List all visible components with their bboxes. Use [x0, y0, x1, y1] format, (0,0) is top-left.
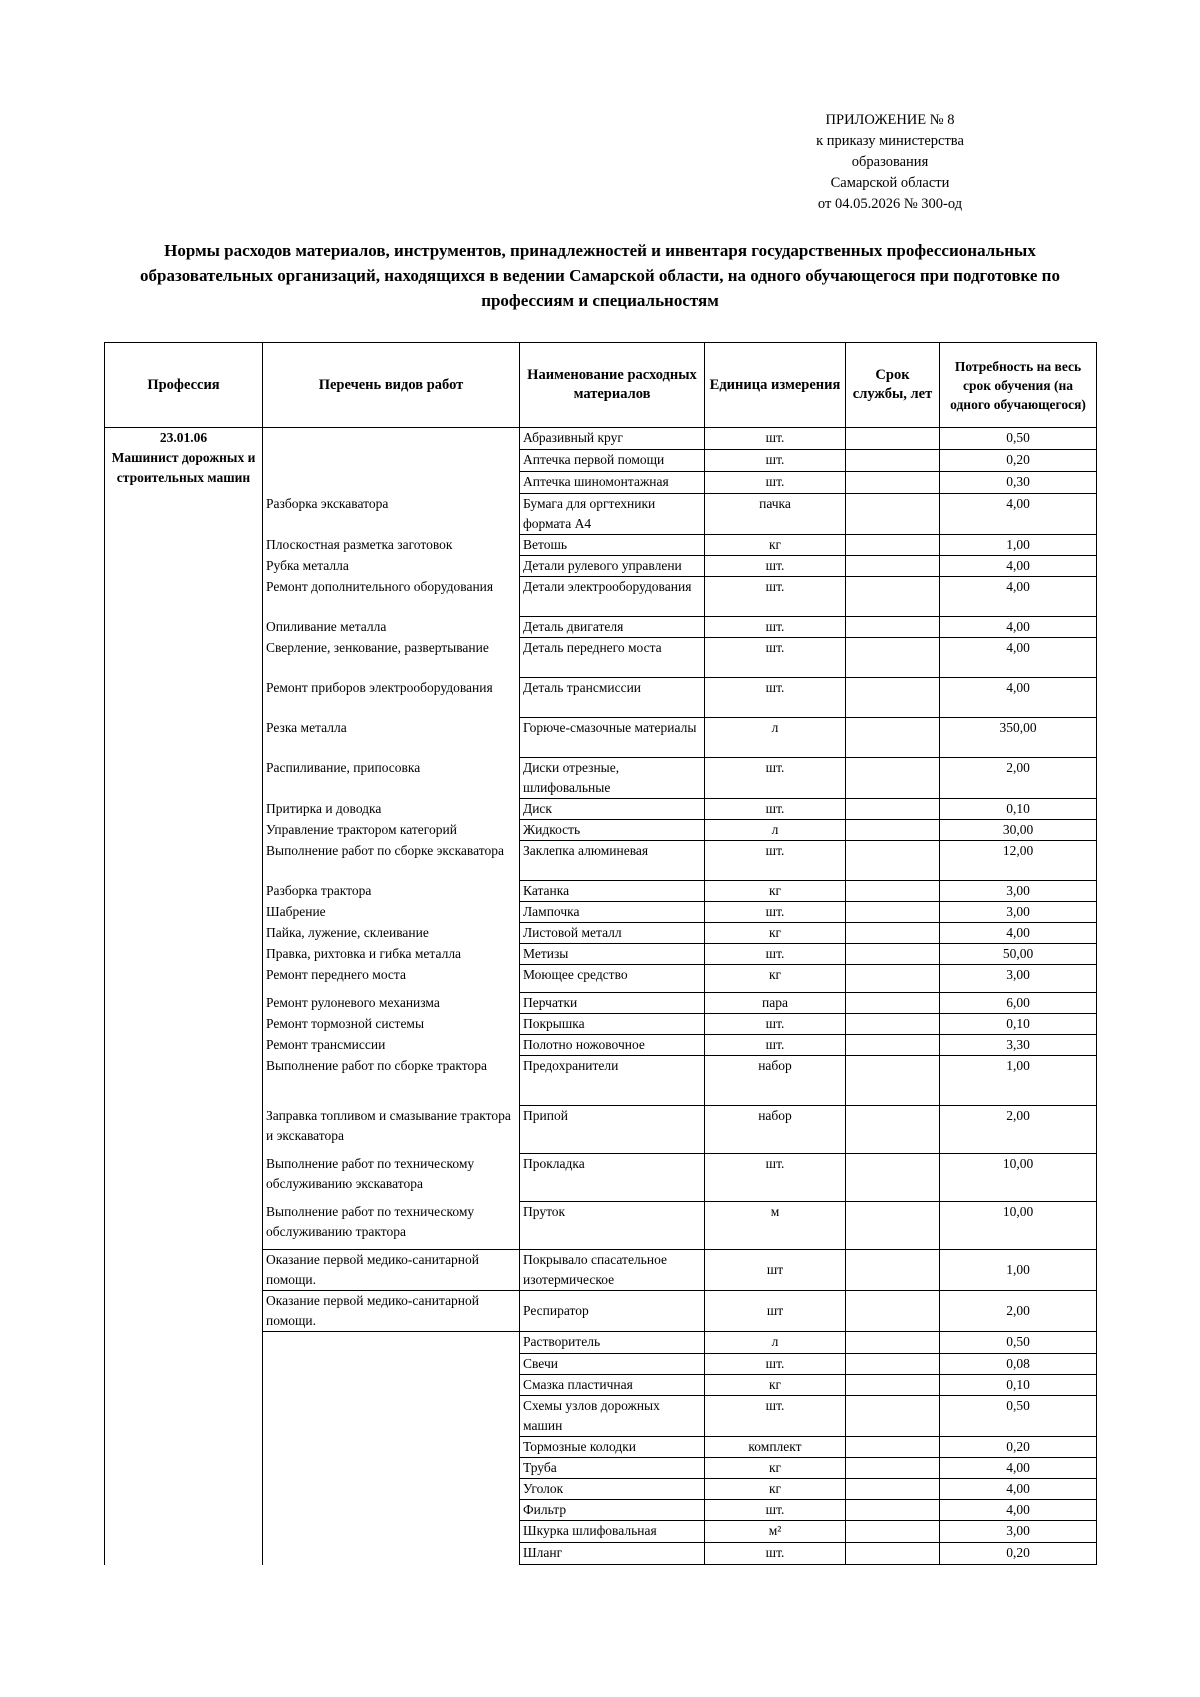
material-cell: Детали рулевого управлени	[520, 556, 705, 577]
service-term-cell	[846, 1250, 940, 1291]
service-term-cell	[846, 799, 940, 820]
need-cell: 12,00	[940, 841, 1097, 881]
work-type-cell: Ремонт переднего моста	[263, 965, 520, 993]
document-title: Нормы расходов материалов, инструментов, принадлежностей и инвентаря государственных профессиональных образовательных организаций, находящихся в ведении Самарской области, на одного обучающегося при подготовке по профессиям и специальностям	[140, 241, 1060, 310]
unit-cell: кг	[705, 881, 846, 902]
service-term-cell	[846, 923, 940, 944]
need-cell: 0,50	[940, 1332, 1097, 1354]
material-cell: Шкурка шлифовальная	[520, 1521, 705, 1543]
unit-cell: шт.	[705, 1543, 846, 1565]
unit-cell: шт.	[705, 841, 846, 881]
work-type-cell: Заправка топливом и смазывание трактора и экскаватора	[263, 1106, 520, 1154]
header-works: Перечень видов работ	[263, 343, 520, 428]
need-cell: 10,00	[940, 1154, 1097, 1202]
service-term-cell	[846, 428, 940, 450]
material-cell: Схемы узлов дорожных машин	[520, 1396, 705, 1437]
material-cell: Покрышка	[520, 1014, 705, 1035]
material-cell: Тормозные колодки	[520, 1437, 705, 1458]
need-cell: 4,00	[940, 1500, 1097, 1521]
need-cell: 3,00	[940, 902, 1097, 923]
unit-cell: шт.	[705, 577, 846, 617]
work-type-cell: Пайка, лужение, склеивание	[263, 923, 520, 944]
work-type-cell: Притирка и доводка	[263, 799, 520, 820]
need-cell: 0,10	[940, 1375, 1097, 1396]
work-type-cell	[263, 1543, 520, 1565]
material-cell: Перчатки	[520, 993, 705, 1014]
header-need: Потребность на весь срок обучения (на одного обучающегося)	[940, 343, 1097, 428]
service-term-cell	[846, 1543, 940, 1565]
unit-cell: шт.	[705, 1014, 846, 1035]
service-term-cell	[846, 556, 940, 577]
material-cell: Фильтр	[520, 1500, 705, 1521]
service-term-cell	[846, 1154, 940, 1202]
work-type-cell: Оказание первой медико-санитарной помощи.	[263, 1291, 520, 1332]
need-cell: 0,20	[940, 450, 1097, 472]
unit-cell: шт.	[705, 450, 846, 472]
work-type-cell: Ремонт приборов электрооборудования	[263, 678, 520, 718]
material-cell: Шланг	[520, 1543, 705, 1565]
material-cell: Уголок	[520, 1479, 705, 1500]
header-material: Наименование расходных материалов	[520, 343, 705, 428]
unit-cell: шт.	[705, 556, 846, 577]
unit-cell: кг	[705, 1479, 846, 1500]
work-type-cell: Ремонт тормозной системы	[263, 1014, 520, 1035]
unit-cell: кг	[705, 535, 846, 556]
work-type-cell	[263, 1479, 520, 1500]
material-cell: Аптечка шиномонтажная	[520, 472, 705, 494]
unit-cell: л	[705, 718, 846, 758]
unit-cell: м²	[705, 1521, 846, 1543]
need-cell: 3,00	[940, 881, 1097, 902]
service-term-cell	[846, 617, 940, 638]
unit-cell: шт.	[705, 428, 846, 450]
material-cell: Пруток	[520, 1202, 705, 1250]
service-term-cell	[846, 1291, 940, 1332]
work-type-cell: Плоскостная разметка заготовок	[263, 535, 520, 556]
need-cell: 2,00	[940, 758, 1097, 799]
need-cell: 4,00	[940, 678, 1097, 718]
service-term-cell	[846, 1437, 940, 1458]
work-type-cell: Управление трактором категорий	[263, 820, 520, 841]
unit-cell: шт	[705, 1291, 846, 1332]
need-cell: 0,30	[940, 472, 1097, 494]
service-term-cell	[846, 450, 940, 472]
material-cell: Моющее средство	[520, 965, 705, 993]
need-cell: 4,00	[940, 638, 1097, 678]
service-term-cell	[846, 1014, 940, 1035]
material-cell: Абразивный круг	[520, 428, 705, 450]
material-cell: Диск	[520, 799, 705, 820]
need-cell: 1,00	[940, 1056, 1097, 1106]
work-type-cell: Ремонт трансмиссии	[263, 1035, 520, 1056]
need-cell: 0,50	[940, 428, 1097, 450]
need-cell: 0,10	[940, 1014, 1097, 1035]
material-cell: Горюче-смазочные материалы	[520, 718, 705, 758]
need-cell: 10,00	[940, 1202, 1097, 1250]
service-term-cell	[846, 678, 940, 718]
need-cell: 1,00	[940, 1250, 1097, 1291]
need-cell: 4,00	[940, 1458, 1097, 1479]
material-cell: Аптечка первой помощи	[520, 450, 705, 472]
profession-name: Машинист дорожных и строительных машин	[111, 450, 256, 485]
material-cell: Смазка пластичная	[520, 1375, 705, 1396]
appendix-number: ПРИЛОЖЕНИЕ № 8	[825, 112, 955, 128]
need-cell: 4,00	[940, 577, 1097, 617]
profession-cell	[105, 428, 263, 1565]
need-cell: 3,00	[940, 1521, 1097, 1543]
material-cell: Полотно ножовочное	[520, 1035, 705, 1056]
material-cell: Труба	[520, 1458, 705, 1479]
work-type-cell: Шабрение	[263, 902, 520, 923]
need-cell: 2,00	[940, 1291, 1097, 1332]
appendix-order-line: к приказу министерства	[816, 133, 964, 149]
service-term-cell	[846, 1056, 940, 1106]
work-type-cell	[263, 450, 520, 472]
material-cell: Катанка	[520, 881, 705, 902]
unit-cell: шт.	[705, 617, 846, 638]
service-term-cell	[846, 718, 940, 758]
header-term: Срок службы, лет	[846, 343, 940, 428]
need-cell: 4,00	[940, 1479, 1097, 1500]
work-type-cell: Рубка металла	[263, 556, 520, 577]
work-type-cell	[263, 1354, 520, 1375]
unit-cell: шт.	[705, 799, 846, 820]
service-term-cell	[846, 1354, 940, 1375]
need-cell: 3,00	[940, 965, 1097, 993]
unit-cell: шт.	[705, 1035, 846, 1056]
need-cell: 4,00	[940, 494, 1097, 535]
work-type-cell: Распиливание, припосовка	[263, 758, 520, 799]
material-cell: Прокладка	[520, 1154, 705, 1202]
material-cell: Детали электрооборудования	[520, 577, 705, 617]
unit-cell: шт	[705, 1250, 846, 1291]
header-unit: Единица измерения	[705, 343, 846, 428]
material-cell: Припой	[520, 1106, 705, 1154]
need-cell: 30,00	[940, 820, 1097, 841]
service-term-cell	[846, 820, 940, 841]
work-type-cell	[263, 472, 520, 494]
need-cell: 0,20	[940, 1543, 1097, 1565]
unit-cell: м	[705, 1202, 846, 1250]
material-cell: Лампочка	[520, 902, 705, 923]
service-term-cell	[846, 1458, 940, 1479]
work-type-cell: Выполнение работ по сборке экскаватора	[263, 841, 520, 881]
material-cell: Покрывало спасательное изотермическое	[520, 1250, 705, 1291]
unit-cell: шт.	[705, 1500, 846, 1521]
service-term-cell	[846, 902, 940, 923]
need-cell: 50,00	[940, 944, 1097, 965]
need-cell: 6,00	[940, 993, 1097, 1014]
unit-cell: шт.	[705, 944, 846, 965]
work-type-cell	[263, 1500, 520, 1521]
work-type-cell: Оказание первой медико-санитарной помощи.	[263, 1250, 520, 1291]
service-term-cell	[846, 1396, 940, 1437]
material-cell: Деталь двигателя	[520, 617, 705, 638]
material-cell: Деталь трансмиссии	[520, 678, 705, 718]
material-cell: Бумага для оргтехники формата А4	[520, 494, 705, 535]
material-cell: Диски отрезные, шлифовальные	[520, 758, 705, 799]
unit-cell: шт.	[705, 1354, 846, 1375]
work-type-cell: Ремонт рулоневого механизма	[263, 993, 520, 1014]
work-type-cell	[263, 1375, 520, 1396]
need-cell: 350,00	[940, 718, 1097, 758]
service-term-cell	[846, 1106, 940, 1154]
work-type-cell: Сверление, зенкование, развертывание	[263, 638, 520, 678]
service-term-cell	[846, 1332, 940, 1354]
unit-cell: шт.	[705, 638, 846, 678]
service-term-cell	[846, 758, 940, 799]
unit-cell: пара	[705, 993, 846, 1014]
work-type-cell	[263, 1458, 520, 1479]
work-type-cell	[263, 1437, 520, 1458]
unit-cell: кг	[705, 1375, 846, 1396]
unit-cell: л	[705, 820, 846, 841]
table-header-row	[105, 343, 1097, 428]
service-term-cell	[846, 1479, 940, 1500]
service-term-cell	[846, 472, 940, 494]
material-cell: Растворитель	[520, 1332, 705, 1354]
unit-cell: набор	[705, 1056, 846, 1106]
unit-cell: кг	[705, 1458, 846, 1479]
appendix-ministry: образования	[851, 154, 929, 170]
need-cell: 4,00	[940, 556, 1097, 577]
need-cell: 0,20	[940, 1437, 1097, 1458]
work-type-cell: Ремонт дополнительного оборудования	[263, 577, 520, 617]
material-cell: Листовой металл	[520, 923, 705, 944]
work-type-cell	[263, 1332, 520, 1354]
service-term-cell	[846, 944, 940, 965]
service-term-cell	[846, 1035, 940, 1056]
service-term-cell	[846, 1500, 940, 1521]
service-term-cell	[846, 494, 940, 535]
service-term-cell	[846, 638, 940, 678]
service-term-cell	[846, 577, 940, 617]
need-cell: 2,00	[940, 1106, 1097, 1154]
work-type-cell: Выполнение работ по сборке трактора	[263, 1056, 520, 1106]
work-type-cell: Правка, рихтовка и гибка металла	[263, 944, 520, 965]
need-cell: 0,10	[940, 799, 1097, 820]
work-type-cell	[263, 428, 520, 450]
unit-cell: шт.	[705, 678, 846, 718]
need-cell: 1,00	[940, 535, 1097, 556]
material-cell: Заклепка алюминевая	[520, 841, 705, 881]
header-profession: Профессия	[105, 343, 263, 428]
unit-cell: шт.	[705, 1396, 846, 1437]
unit-cell: набор	[705, 1106, 846, 1154]
work-type-cell: Выполнение работ по техническому обслуживанию трактора	[263, 1202, 520, 1250]
service-term-cell	[846, 535, 940, 556]
profession-code: 23.01.06	[159, 430, 208, 445]
material-cell: Метизы	[520, 944, 705, 965]
unit-cell: шт.	[705, 1154, 846, 1202]
need-cell: 3,30	[940, 1035, 1097, 1056]
service-term-cell	[846, 993, 940, 1014]
unit-cell: кг	[705, 923, 846, 944]
service-term-cell	[846, 965, 940, 993]
service-term-cell	[846, 1375, 940, 1396]
material-cell: Ветошь	[520, 535, 705, 556]
service-term-cell	[846, 1521, 940, 1543]
work-type-cell: Резка металла	[263, 718, 520, 758]
need-cell: 0,08	[940, 1354, 1097, 1375]
service-term-cell	[846, 1202, 940, 1250]
work-type-cell: Разборка трактора	[263, 881, 520, 902]
appendix-date: от 04.05.2026 № 300-од	[817, 196, 963, 212]
work-type-cell	[263, 1521, 520, 1543]
work-type-cell	[263, 1396, 520, 1437]
norms-table	[104, 342, 1097, 1565]
material-cell: Респиратор	[520, 1291, 705, 1332]
service-term-cell	[846, 881, 940, 902]
unit-cell: пачка	[705, 494, 846, 535]
need-cell: 4,00	[940, 923, 1097, 944]
work-type-cell: Разборка экскаватора	[263, 494, 520, 535]
table-row	[105, 428, 1097, 450]
unit-cell: шт.	[705, 902, 846, 923]
unit-cell: л	[705, 1332, 846, 1354]
unit-cell: шт.	[705, 472, 846, 494]
appendix-stamp	[760, 110, 1020, 215]
unit-cell: кг	[705, 965, 846, 993]
material-cell: Жидкость	[520, 820, 705, 841]
work-type-cell: Выполнение работ по техническому обслуживанию экскаватора	[263, 1154, 520, 1202]
need-cell: 4,00	[940, 617, 1097, 638]
work-type-cell: Опиливание металла	[263, 617, 520, 638]
need-cell: 0,50	[940, 1396, 1097, 1437]
service-term-cell	[846, 841, 940, 881]
material-cell: Предохранители	[520, 1056, 705, 1106]
material-cell: Свечи	[520, 1354, 705, 1375]
material-cell: Деталь переднего моста	[520, 638, 705, 678]
unit-cell: шт.	[705, 758, 846, 799]
appendix-region: Самарской области	[830, 175, 950, 191]
unit-cell: комплект	[705, 1437, 846, 1458]
